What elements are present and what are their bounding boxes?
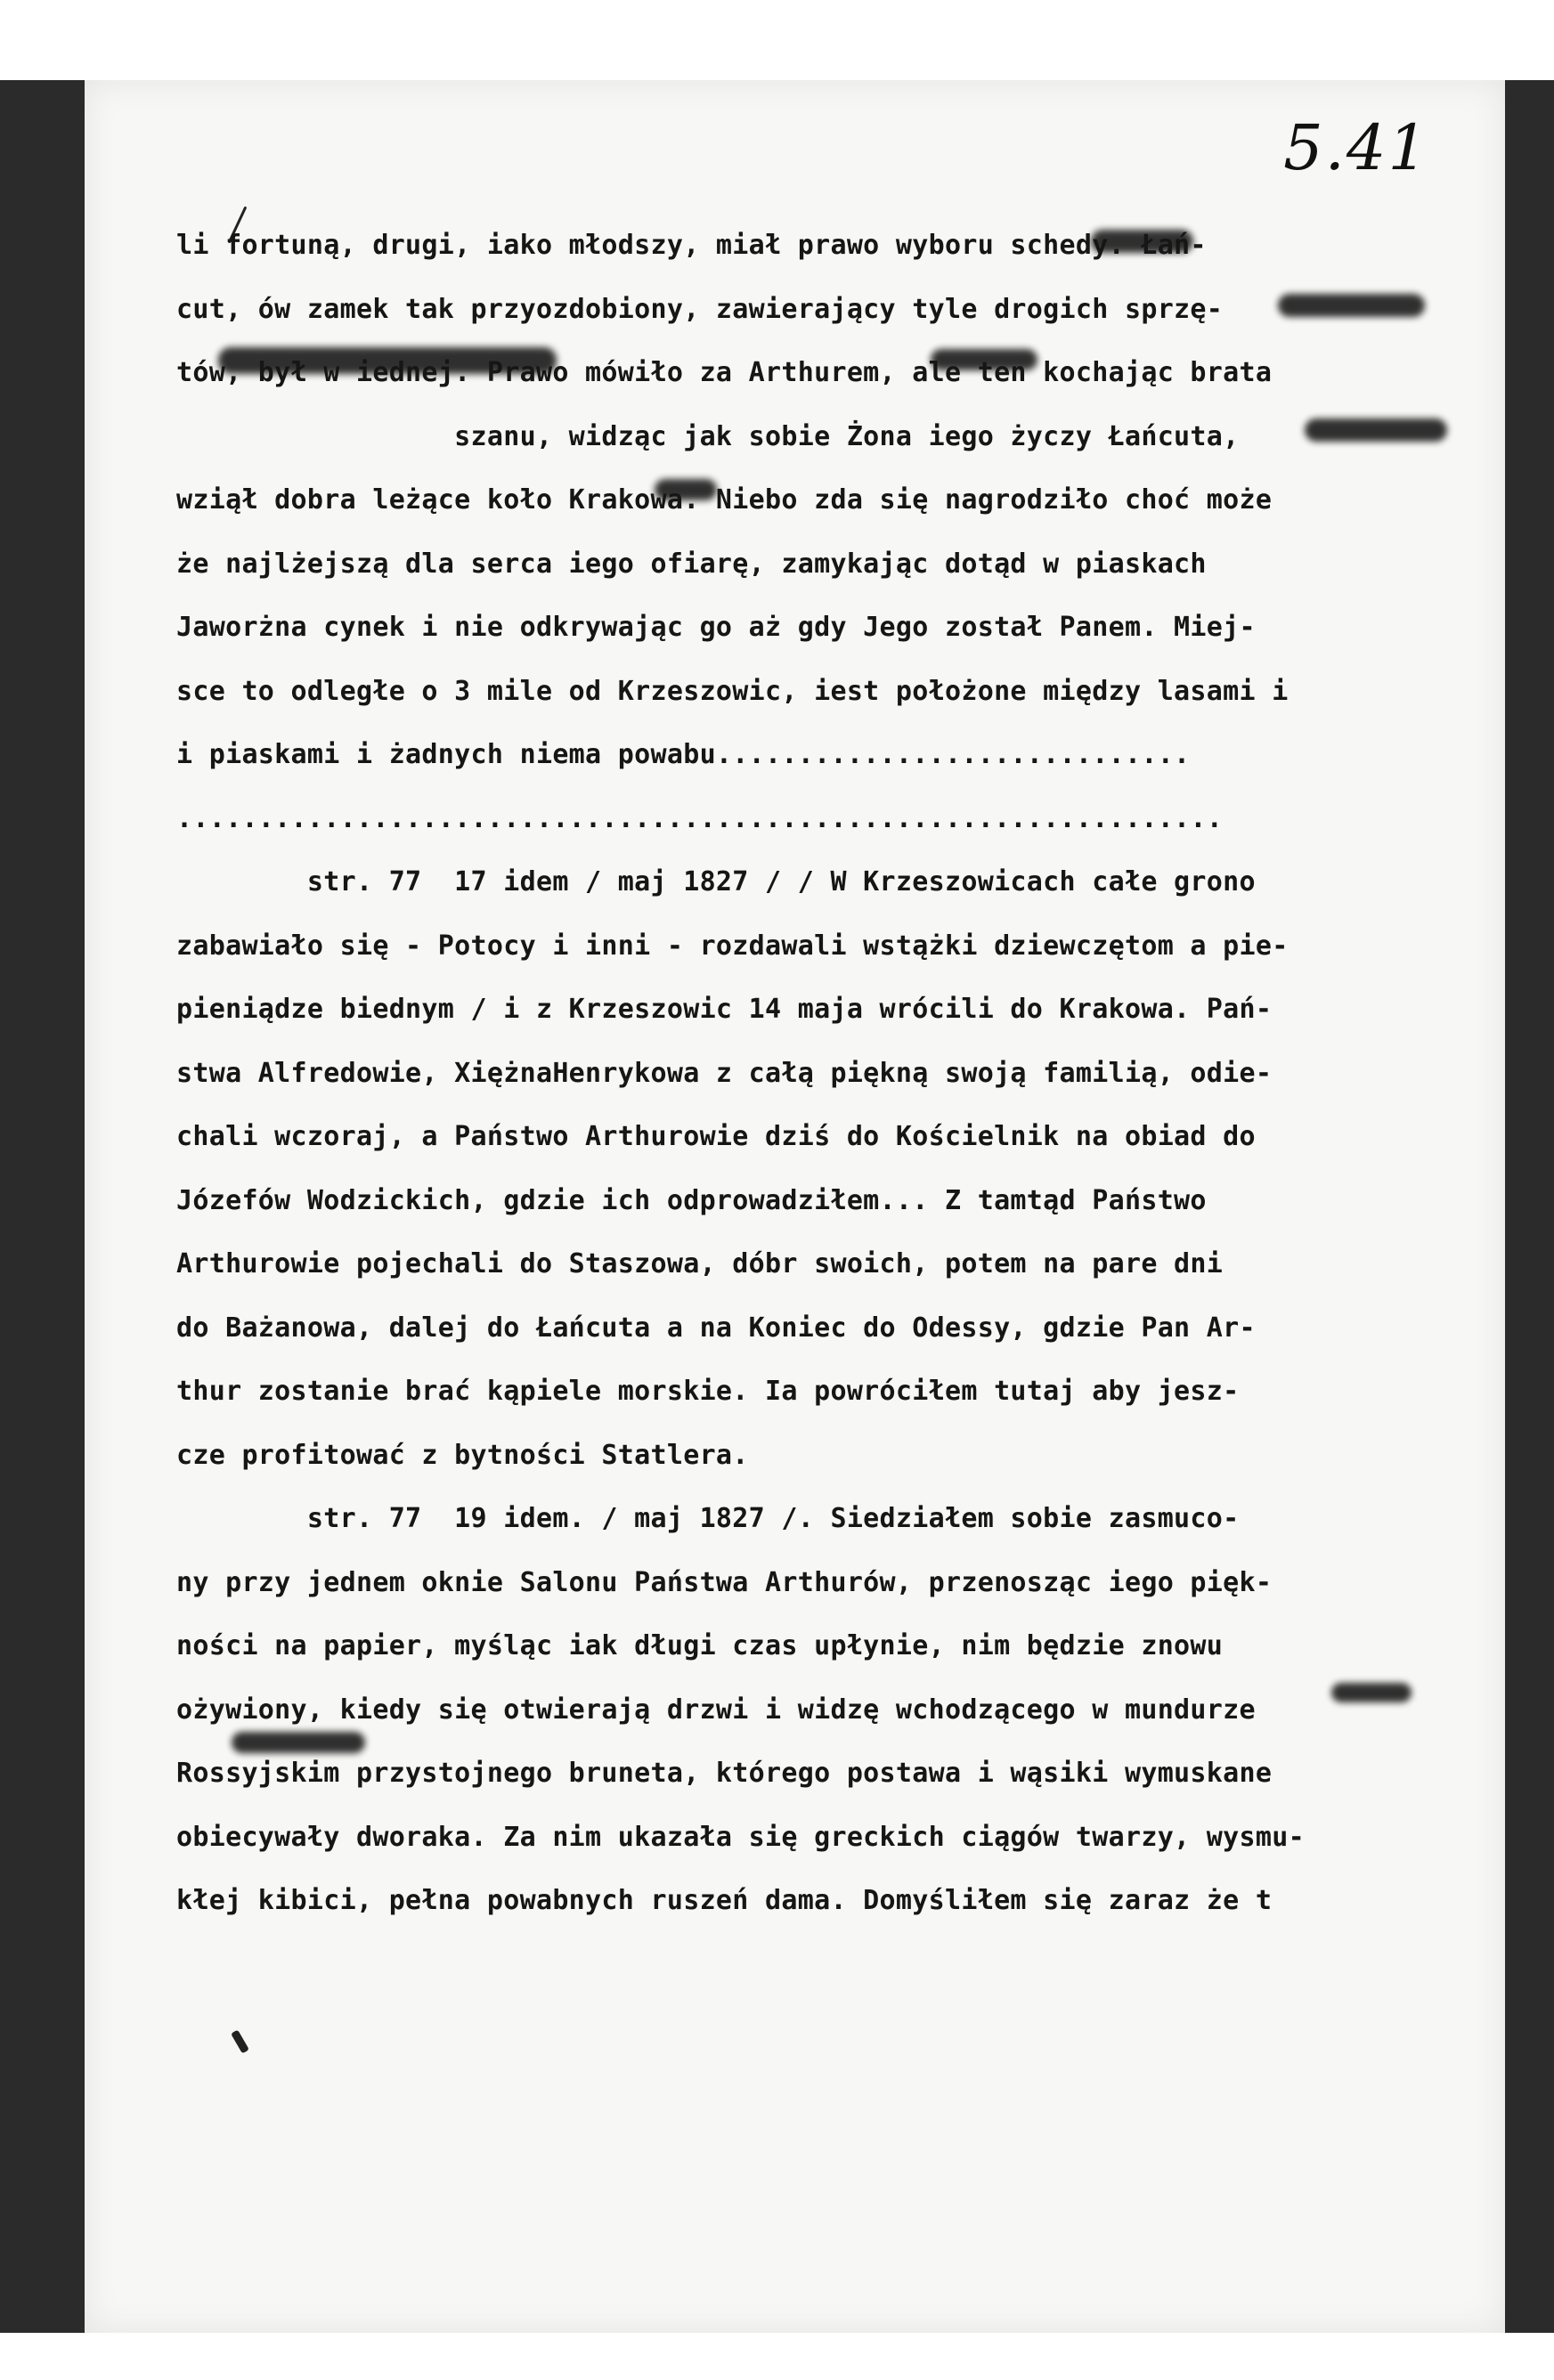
folio-number: 5.41: [1283, 111, 1429, 184]
typewritten-body: [176, 214, 1414, 1933]
text-line: kłej kibici, pełna powabnych ruszeń dama. Domyśliłem się zaraz że t: [176, 1885, 1273, 1916]
pencil-mark: [231, 2029, 249, 2053]
text-line: stwa Alfredowie, XiężnaHenrykowa z całą piękną swoją familią, odie-: [176, 1057, 1273, 1089]
text-line: ności na papier, myśląc iak długi czas upłynie, nim będzie znowu: [176, 1630, 1224, 1661]
text-line: ożywiony, kiedy się otwierają drzwi i widzę wchodzącego w mundurze: [176, 1694, 1256, 1726]
text-line: ................................................................: [176, 802, 1224, 834]
text-line: Jaworżna cynek i nie odkrywając go aż gdy Jego został Panem. Miej-: [176, 612, 1256, 643]
text-line: obiecywały dworaka. Za nim ukazała się greckich ciągów twarzy, wysmu-: [176, 1821, 1305, 1853]
text-line: chali wczoraj, a Państwo Arthurowie dziś do Kościelnik na obiad do: [176, 1121, 1256, 1152]
text-line: tów, był w iednej. Prawo mówiło za Arthurem, ale ten kochając brata: [176, 357, 1273, 388]
text-line: cut, ów zamek tak przyozdobiony, zawierający tyle drogich sprzę-: [176, 293, 1224, 325]
text-line: szanu, widząc jak sobie Żona iego życzy Łańcuta,: [176, 420, 1240, 452]
text-line: li fortuną, drugi, iako młodszy, miał prawo wyboru schedy. Łań-: [176, 230, 1207, 261]
text-line: i piaskami i żadnych niema powabu.............................: [176, 739, 1191, 770]
text-line: wziął dobra leżące koło Krakowa. Niebo zda się nagrodziło choć może: [176, 484, 1273, 516]
text-line: Rossyjskim przystojnego bruneta, którego postawa i wąsiki wymuskane: [176, 1758, 1273, 1789]
text-line: do Bażanowa, dalej do Łańcuta a na Koniec do Odessy, gdzie Pan Ar-: [176, 1312, 1256, 1344]
text-line: pieniądze biednym / i z Krzeszowic 14 maja wrócili do Krakowa. Pań-: [176, 994, 1273, 1025]
text-line: sce to odległe o 3 mile od Krzeszowic, iest położone między lasami i: [176, 675, 1289, 707]
scan-border-top: [0, 0, 1554, 80]
text-line: zabawiało się - Potocy i inni - rozdawali wstążki dziewczętom a pie-: [176, 930, 1289, 962]
text-line: str. 77 17 idem / maj 1827 / / W Krzeszowicach całe grono: [176, 866, 1256, 898]
text-line: że najlżejszą dla serca iego ofiarę, zamykając dotąd w piaskach: [176, 548, 1207, 580]
text-line: ny przy jednem oknie Salonu Państwa Arthurów, przenosząc iego pięk-: [176, 1566, 1273, 1598]
text-line: Józefów Wodzickich, gdzie ich odprowadziłem... Z tamtąd Państwo: [176, 1184, 1207, 1216]
text-line: thur zostanie brać kąpiele morskie. Ia powróciłem tutaj aby jesz-: [176, 1376, 1240, 1407]
text-line: Arthurowie pojechali do Staszowa, dóbr swoich, potem na pare dni: [176, 1248, 1224, 1279]
text-line: str. 77 19 idem. / maj 1827 /. Siedziałem sobie zasmuco-: [176, 1503, 1240, 1534]
text-line: cze profitować z bytności Statlera.: [176, 1439, 749, 1471]
scan-border-bottom: [0, 2333, 1554, 2380]
